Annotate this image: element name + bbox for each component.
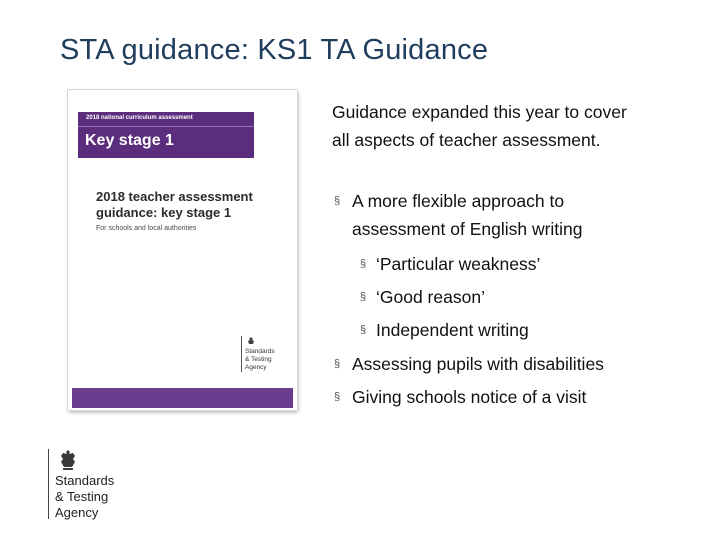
document-logo-line3: Agency <box>245 364 267 371</box>
sta-logo-line1: Standards <box>55 473 115 488</box>
royal-crest-icon <box>245 336 257 346</box>
intro-paragraph: Guidance expanded this year to cover all aspects of teacher assessment. <box>332 102 627 150</box>
document-header-band <box>78 112 254 158</box>
document-title-line2: guidance: key stage 1 <box>96 205 232 220</box>
sub-bullet-marker: § <box>360 291 367 303</box>
document-sta-logo <box>241 336 275 372</box>
document-footer-band <box>72 388 293 408</box>
sta-logo <box>48 449 114 519</box>
document-key-stage-label: Key stage 1 <box>85 132 174 149</box>
document-title-line1: 2018 teacher assessment <box>96 189 253 204</box>
sta-logo-line3: Agency <box>55 505 99 520</box>
sub-bullet-marker: § <box>360 258 367 270</box>
bullet-assessing-disabilities: Assessing pupils with disabilities <box>352 354 604 374</box>
sub-bullet-particular-weakness: ‘Particular weakness’ <box>376 254 541 274</box>
bullet-marker: § <box>334 195 341 207</box>
bullet-notice-of-visit: Giving schools notice of a visit <box>352 387 587 407</box>
bullet-marker: § <box>334 358 341 370</box>
bullet-flexible-approach <box>352 187 583 243</box>
bullet-marker: § <box>334 391 341 403</box>
sta-logo-line2: & Testing <box>55 489 109 504</box>
bullet-flexible-approach-line2: assessment of English writing <box>352 219 583 239</box>
document-subtitle: For schools and local authorities <box>96 225 197 232</box>
sub-bullet-good-reason: ‘Good reason’ <box>376 287 485 307</box>
document-title <box>96 189 253 221</box>
document-logo-line2: & Testing <box>245 356 272 363</box>
bullet-flexible-approach-line1: A more flexible approach to <box>352 191 565 211</box>
sub-bullet-marker: § <box>360 324 367 336</box>
royal-crest-icon <box>55 449 81 471</box>
document-series-label: 2018 national curriculum assessment <box>86 115 193 121</box>
document-cover-image <box>68 90 297 410</box>
document-header-rule <box>78 126 254 127</box>
sub-bullet-independent-writing: Independent writing <box>376 320 529 340</box>
document-logo-line1: Standards <box>245 348 275 355</box>
slide-title: STA guidance: KS1 TA Guidance <box>60 34 489 66</box>
